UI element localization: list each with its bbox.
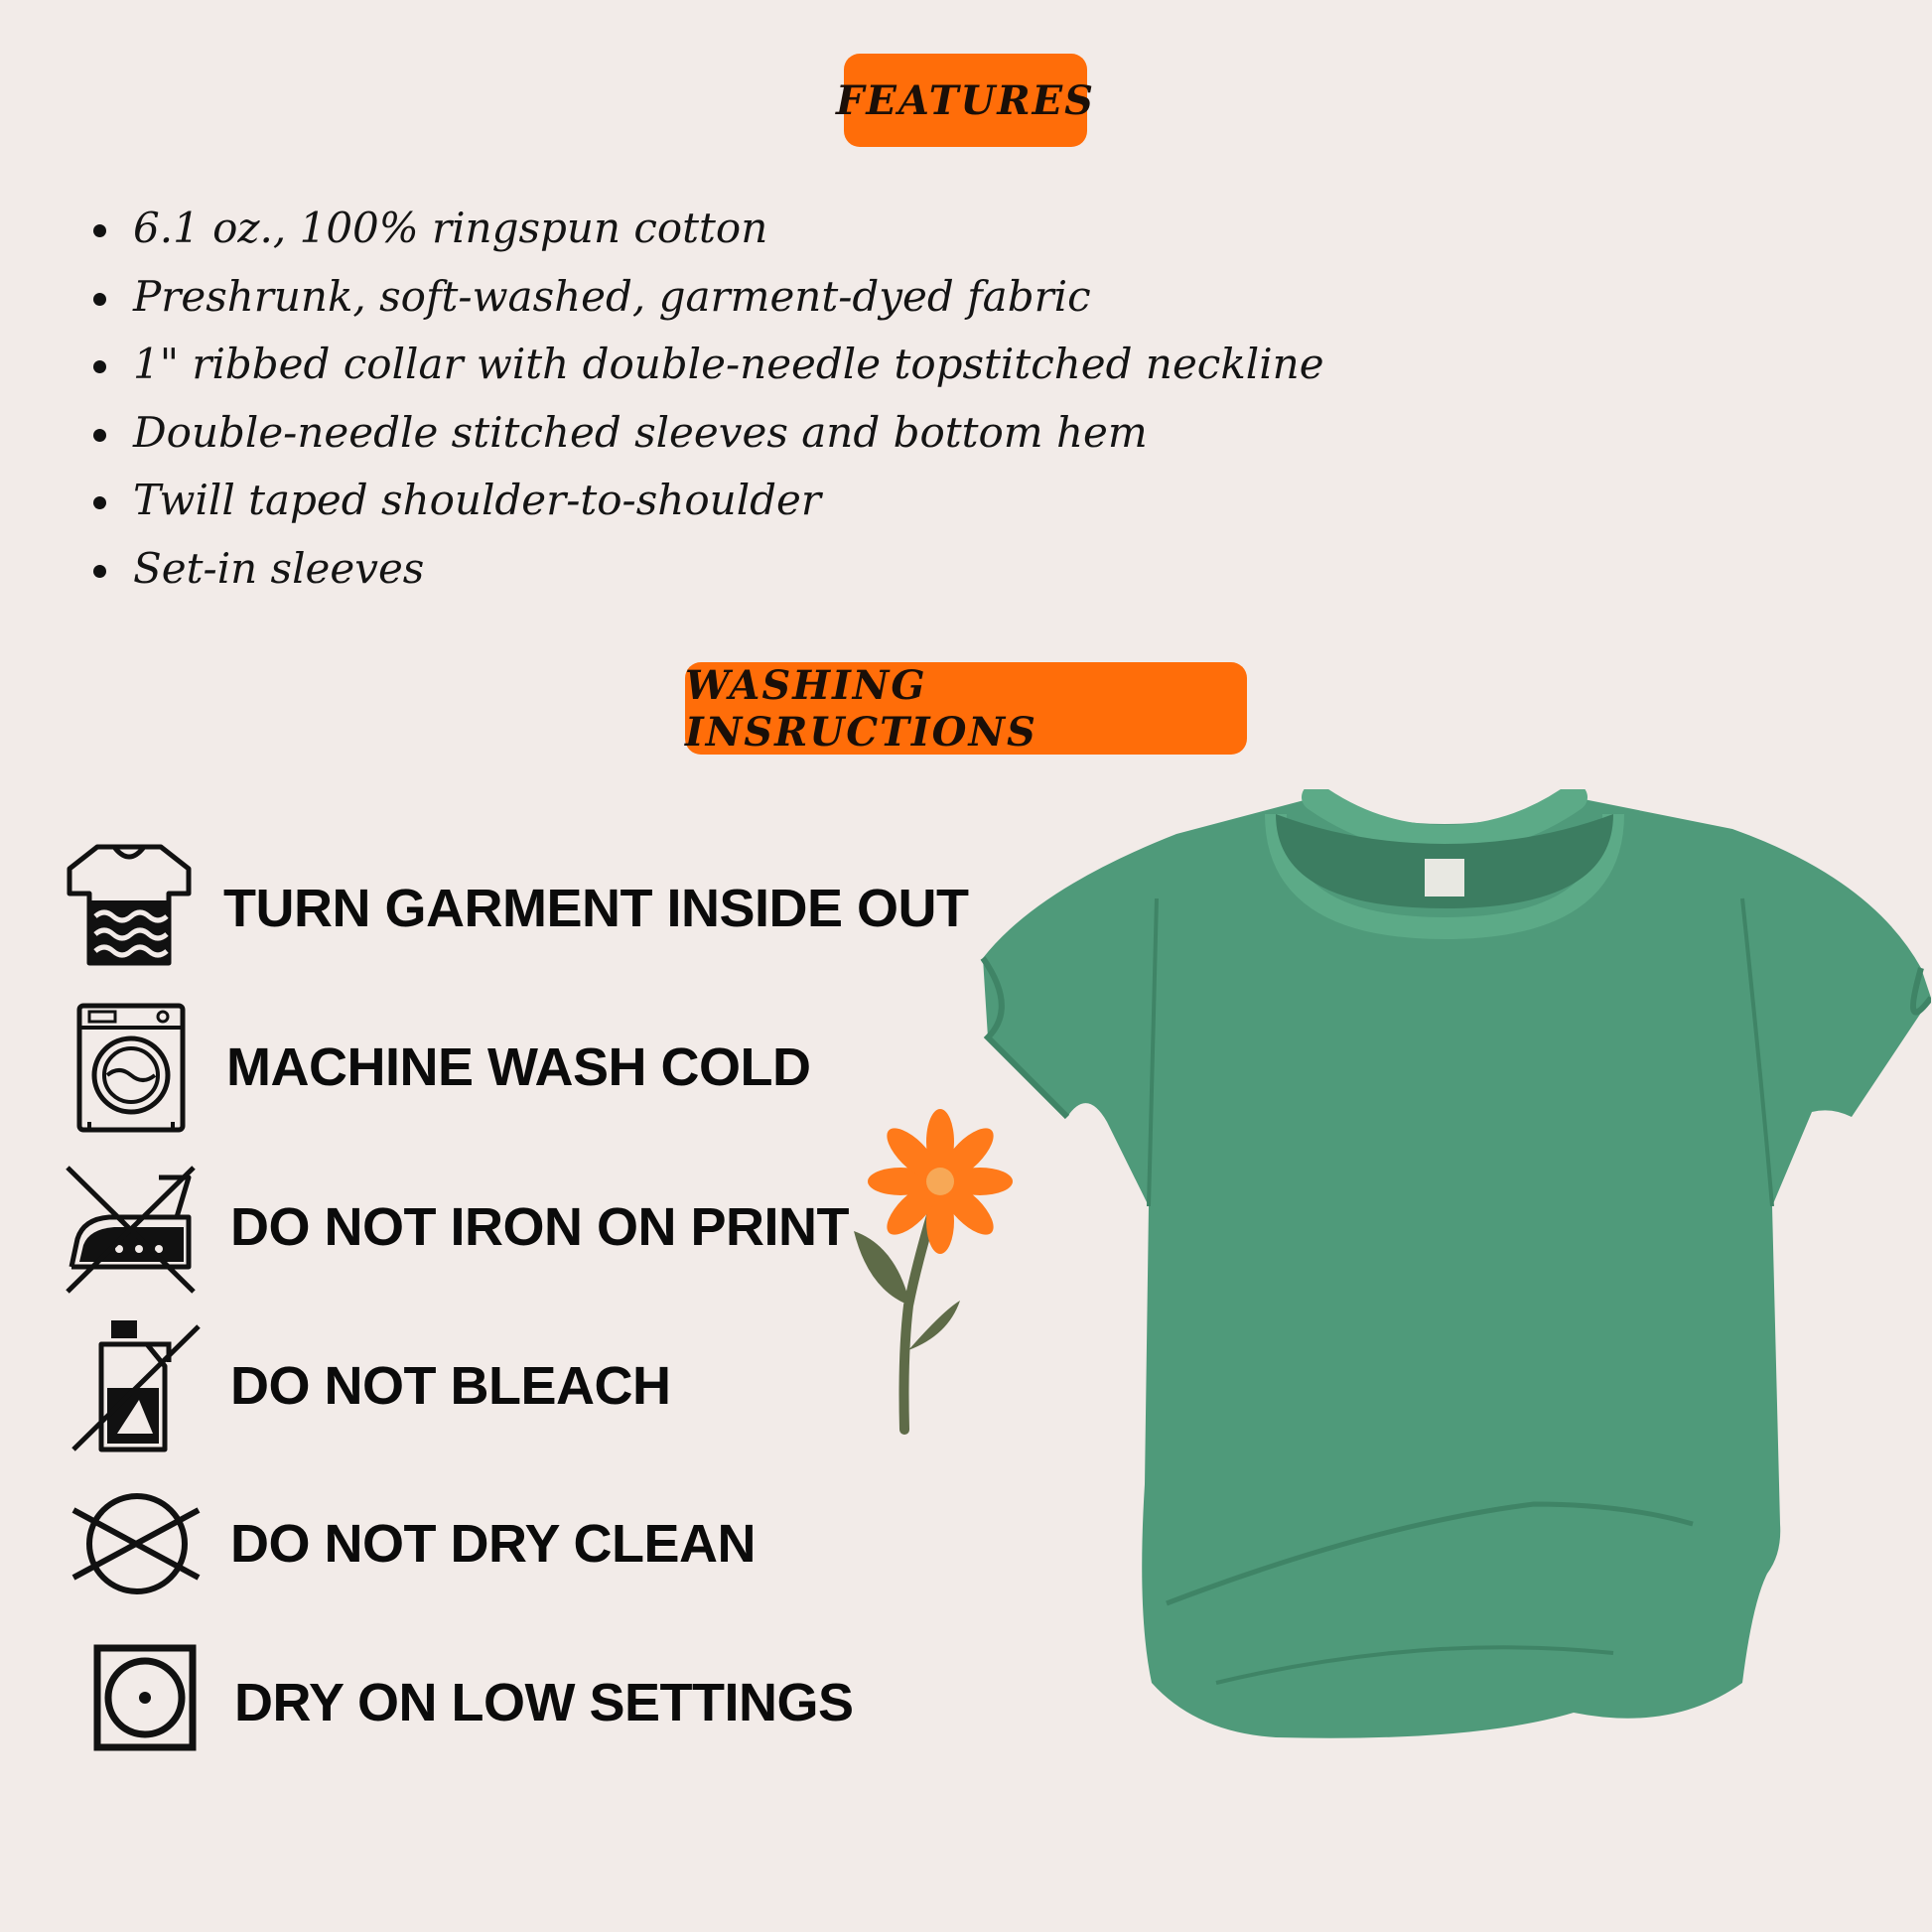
care-label: DRY ON LOW SETTINGS xyxy=(234,1673,854,1732)
care-row-wash-cold xyxy=(60,998,953,1137)
no-iron-icon xyxy=(60,1158,208,1297)
feature-item: Double-needle stitched sleeves and bottom hem xyxy=(89,399,1324,468)
care-row-inside-out xyxy=(60,839,969,978)
care-row-no-iron xyxy=(60,1158,953,1297)
care-label: DO NOT IRON ON PRINT xyxy=(230,1197,849,1257)
no-dry-clean-icon xyxy=(60,1474,208,1613)
washing-machine-icon xyxy=(60,998,208,1137)
washing-instructions-heading: WASHING INSRUCTIONS xyxy=(685,662,1247,755)
tshirt-illustration xyxy=(978,789,1931,1762)
features-list xyxy=(89,195,1324,603)
care-label: MACHINE WASH COLD xyxy=(226,1037,811,1097)
feature-item: Preshrunk, soft-washed, garment-dyed fabric xyxy=(89,263,1324,332)
care-row-no-dry-clean xyxy=(60,1474,953,1613)
tumble-dry-low-icon xyxy=(60,1633,208,1772)
care-row-dry-low xyxy=(60,1633,953,1772)
care-label: DO NOT DRY CLEAN xyxy=(230,1514,757,1574)
care-label: TURN GARMENT INSIDE OUT xyxy=(223,879,969,938)
feature-item: Set-in sleeves xyxy=(89,535,1324,604)
care-row-no-bleach xyxy=(60,1316,953,1455)
care-label: DO NOT BLEACH xyxy=(230,1356,671,1416)
feature-item: 6.1 oz., 100% ringspun cotton xyxy=(89,195,1324,263)
feature-item: Twill taped shoulder-to-shoulder xyxy=(89,467,1324,535)
features-heading: FEATURES xyxy=(844,54,1087,147)
feature-item: 1" ribbed collar with double-needle topstitched neckline xyxy=(89,331,1324,399)
tshirt-wash-icon xyxy=(60,839,208,978)
no-bleach-icon xyxy=(60,1316,208,1455)
